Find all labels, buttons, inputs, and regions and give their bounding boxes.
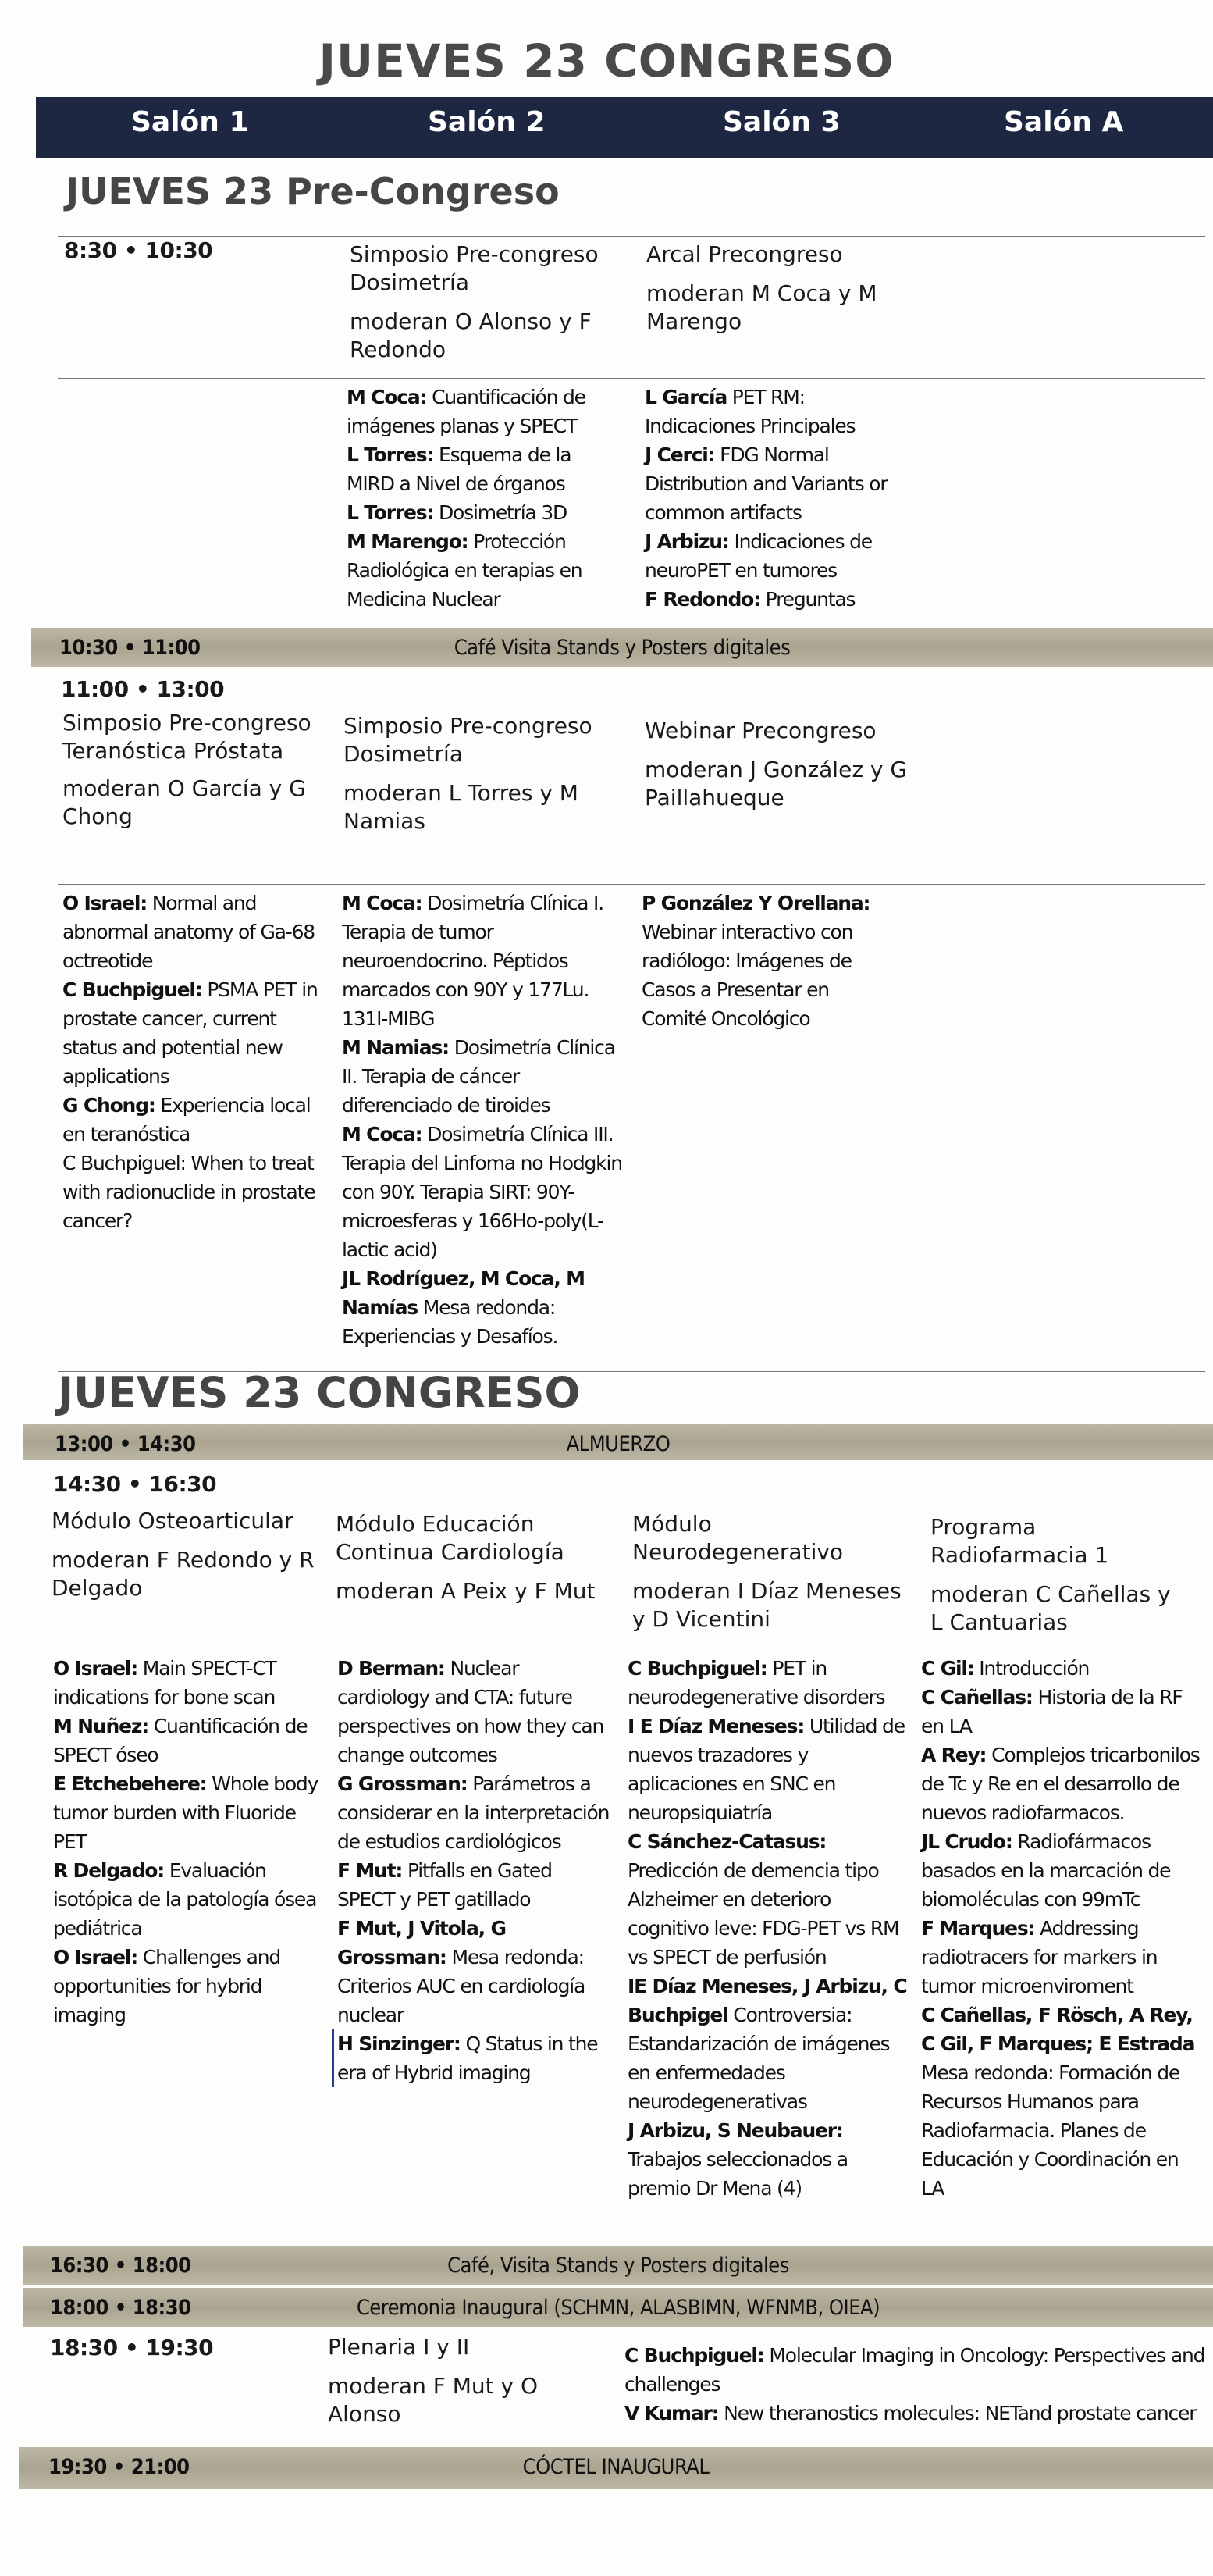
talk-item: C Buchpiguel: PSMA PET in prostate cancer, current status and potential new applications (62, 978, 318, 1088)
session-2-header (328, 2333, 562, 2439)
talk-list (53, 1654, 318, 2029)
session-title: Arcal Precongreso (646, 241, 843, 267)
congress-title: JUEVES 23 CONGRESO (58, 1368, 581, 1417)
session-moderators: moderan A Peix y F Mut (336, 1578, 596, 1604)
talk-item: V Kumar: New theranostics molecules: NETand prostate cancer (624, 2402, 1197, 2425)
session-title: Programa Radiofarmacia 1 (930, 1514, 1109, 1568)
talk-list (624, 2341, 1210, 2428)
talk-item: I E Díaz Meneses: Utilidad de nuevos trazadores y aplicaciones en SNC en neuropsiquiatría (628, 1715, 905, 1824)
break-band (23, 1424, 1213, 1460)
session-time: 11:00 • 13:00 (61, 676, 225, 702)
talk-item: C Buchpiguel: Molecular Imaging in Oncology: Perspectives and challenges (624, 2344, 1205, 2396)
session-4-header (930, 1513, 1188, 1648)
session-title: Simposio Pre-congreso Teranóstica Próstata (62, 710, 311, 764)
session-moderators: moderan F Redondo y R Delgado (52, 1547, 315, 1601)
session-title: Plenaria I y II (328, 2334, 470, 2360)
hall-header-bar (36, 97, 1213, 158)
talk-item: M Namias: Dosimetría Clínica II. Terapia de cáncer diferenciado de tiroides (342, 1036, 615, 1117)
talk-item: L García PET RM: Indicaciones Principales (645, 386, 856, 437)
talk-item: O Israel: Challenges and opportunities for hybrid imaging (53, 1946, 281, 2026)
break-label: ALMUERZO (566, 1432, 671, 1456)
talk-item: J Arbizu: Indicaciones de neuroPET en tumores (645, 530, 872, 582)
talk-list (62, 889, 328, 1235)
talk-item: C Cañellas: Historia de la RF en LA (921, 1686, 1183, 1737)
session-title: Módulo Educación Continua Cardiología (336, 1511, 564, 1565)
divider (58, 236, 1205, 237)
break-band (19, 2447, 1213, 2489)
session-moderators: moderan M Coca y M Marengo (646, 280, 877, 334)
talk-item: F Mut: Pitfalls en Gated SPECT y PET gatillado (337, 1859, 552, 1911)
session-title: Simposio Pre-congreso Dosimetría (350, 241, 599, 295)
session-3-header (646, 240, 927, 347)
talk-item: J Cerci: FDG Normal Distribution and Variants or common artifacts (645, 444, 888, 524)
session-moderators: moderan L Torres y M Namias (343, 780, 578, 834)
session-3-header (632, 1510, 921, 1644)
break-band (31, 628, 1213, 667)
talk-item: F Marques: Addressing radiotracers for markers in tumor microenviroment (921, 1917, 1158, 1997)
talk-list (921, 1654, 1205, 2203)
session-moderators: moderan J González y G Paillahueque (645, 757, 908, 811)
hall-2-header: Salón 2 (428, 106, 546, 138)
break-band (23, 2288, 1213, 2327)
talk-item: O Israel: Main SPECT-CT indications for bone scan (53, 1657, 276, 1708)
talk-item: M Coca: Dosimetría Clínica I. Terapia de tumor neuroendocrino. Péptidos marcados con 90Y y 177Lu. 131I-MIBG (342, 892, 603, 1030)
talk-item: H Sinzinger: Q Status in the era of Hybrid imaging (332, 2029, 610, 2087)
session-time: 14:30 • 16:30 (53, 1471, 217, 1497)
talk-item: C Cañellas, F Rösch, A Rey, C Gil, F Marques; E Estrada Mesa redonda: Formación de Recursos Humanos para Radiofarmacia. Planes de Educación y Coordinación en LA (921, 2004, 1195, 2200)
hall-1-header: Salón 1 (131, 106, 249, 138)
session-moderators: moderan C Cañellas y L Cantuarias (930, 1581, 1171, 1635)
talk-item: G Grossman: Parámetros a considerar en la interpretación de estudios cardiológicos (337, 1773, 610, 1853)
talk-item: P González Y Orellana: Webinar interactivo con radiólogo: Imágenes de Casos a Presentar en Comité Oncológico (642, 892, 870, 1030)
session-moderators: moderan F Mut y O Alonso (328, 2373, 539, 2427)
talk-item: JL Rodríguez, M Coca, M Namías Mesa redonda: Experiencias y Desafíos. (342, 1267, 585, 1348)
break-label: Café, Visita Stands y Posters digitales (447, 2254, 789, 2278)
hall-3-header: Salón 3 (723, 106, 841, 138)
pre-congress-title: JUEVES 23 Pre-Congreso (66, 170, 560, 212)
break-label: Café Visita Stands y Posters digitales (454, 636, 791, 660)
talk-item: D Berman: Nuclear cardiology and CTA: future perspectives on how they can change outcomes (337, 1657, 604, 1766)
session-2-header (343, 712, 624, 846)
break-time: 13:00 • 14:30 (55, 1432, 196, 1456)
session-time: 18:30 • 19:30 (50, 2335, 214, 2360)
talk-item: C Buchpiguel: PET in neurodegenerative disorders (628, 1657, 885, 1708)
hall-a-header: Salón A (1004, 106, 1124, 138)
talk-item: M Nuñez: Cuantificación de SPECT óseo (53, 1715, 308, 1766)
talk-list (628, 1654, 909, 2203)
page-title: JUEVES 23 CONGRESO (318, 34, 895, 87)
talk-item: F Mut, J Vitola, G Grossman: Mesa redonda: Criterios AUC en cardiología nuclear (337, 1917, 585, 2026)
talk-list (342, 889, 623, 1351)
session-title: Módulo Osteoarticular (52, 1508, 293, 1534)
session-2-header (336, 1510, 617, 1616)
talk-item: M Coca: Dosimetría Clínica III. Terapia del Linfoma no Hodgkin con 90Y. Terapia SIRT: 90Y-microesferas y 166Ho-poly(L-lactic acid) (342, 1123, 622, 1261)
talk-item: C Buchpiguel: When to treat with radionuclide in prostate cancer? (62, 1152, 315, 1232)
talk-item: G Chong: Experiencia local en teranóstica (62, 1094, 311, 1145)
session-moderators: moderan I Díaz Meneses y D Vicentini (632, 1578, 902, 1632)
talk-item: L Torres: Dosimetría 3D (347, 501, 567, 524)
talk-list (645, 383, 910, 614)
session-title: Simposio Pre-congreso Dosimetría (343, 713, 592, 767)
talk-list (337, 1654, 610, 2087)
talk-list (642, 889, 891, 1033)
session-1-header (62, 709, 312, 842)
talk-item: M Marengo: Protección Radiológica en terapias en Medicina Nuclear (347, 530, 582, 611)
break-time: 16:30 • 18:00 (50, 2254, 191, 2278)
talk-item: J Arbizu, S Neubauer: Trabajos seleccionados a premio Dr Mena (4) (628, 2119, 848, 2200)
session-time: 8:30 • 10:30 (64, 237, 213, 263)
talk-item: F Redondo: Preguntas (645, 588, 856, 611)
break-band (23, 2246, 1213, 2285)
talk-list (347, 383, 604, 614)
session-moderators: moderan O García y G Chong (62, 775, 306, 829)
session-2-header (350, 240, 631, 375)
talk-item: A Rey: Complejos tricarbonilos de Tc y Re en el desarrollo de nuevos radiofarmacos. (921, 1744, 1200, 1824)
session-3-header (645, 717, 934, 823)
talk-item: C Gil: Introducción (921, 1657, 1090, 1680)
talk-item: O Israel: Normal and abnormal anatomy of Ga-68 octreotide (62, 892, 315, 972)
break-label: Ceremonia Inaugural (SCHMN, ALASBIMN, WFNMB, OIEA) (356, 2296, 880, 2320)
talk-item: E Etchebehere: Whole body tumor burden with Fluoride PET (53, 1773, 318, 1853)
break-time: 18:00 • 18:30 (50, 2296, 191, 2320)
divider (58, 378, 1205, 379)
talk-item: L Torres: Esquema de la MIRD a Nivel de órganos (347, 444, 571, 495)
break-label: CÓCTEL INAUGURAL (522, 2455, 710, 2479)
session-moderators: moderan O Alonso y F Redondo (350, 308, 592, 362)
divider (58, 884, 1205, 885)
talk-item: C Sánchez-Catasus: Predicción de demencia tipo Alzheimer en deterioro cognitivo leve: FDG-PET vs RM vs SPECT de perfusión (628, 1830, 899, 1969)
session-title: Webinar Precongreso (645, 718, 877, 743)
break-time: 10:30 • 11:00 (59, 636, 201, 660)
session-1-header (52, 1507, 325, 1613)
talk-item: M Coca: Cuantificación de imágenes planas y SPECT (347, 386, 585, 437)
session-title: Módulo Neurodegenerativo (632, 1511, 844, 1565)
talk-item: IE Díaz Meneses, J Arbizu, C Buchpigel Controversia: Estandarización de imágenes en enfermedades neurodegenerativas (628, 1975, 907, 2113)
talk-item: JL Crudo: Radiofármacos basados en la marcación de biomoléculas con 99mTc (921, 1830, 1171, 1911)
talk-item: R Delgado: Evaluación isotópica de la patología ósea pediátrica (53, 1859, 317, 1940)
break-time: 19:30 • 21:00 (48, 2455, 190, 2479)
